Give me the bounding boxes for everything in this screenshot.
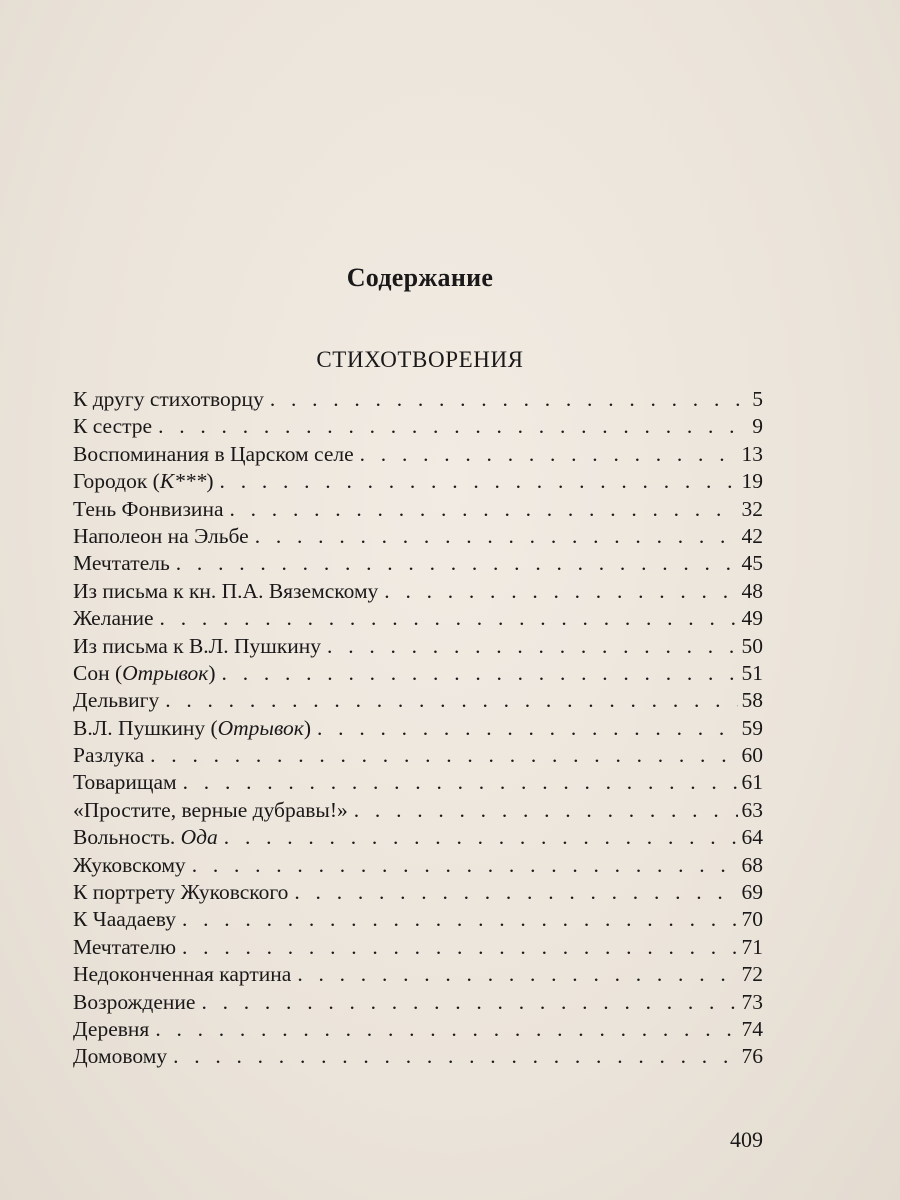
toc-entry [73,989,763,1016]
toc-entry-page: 76 [741,1044,763,1069]
toc-entry [73,934,763,961]
toc-entry-title: Городок (К***) [73,469,214,494]
toc-entry [73,852,763,879]
toc-entry [73,413,763,440]
toc-dot-leader [384,578,737,605]
toc-entry-page: 74 [741,1016,763,1041]
toc-dot-leader [165,687,737,714]
toc-entry [73,742,763,769]
toc-entry-title: Вольность. Ода [73,825,218,850]
toc-entry [73,633,763,660]
toc-entry-title: Наполеон на Эльбе [73,523,249,548]
toc-entry [73,605,763,632]
toc-entry-page: 9 [752,414,763,439]
toc-entry-title: Мечтателю [73,934,177,959]
toc-entry-page: 19 [741,469,763,494]
toc-entry-page: 69 [741,880,763,905]
page-number: 409 [730,1127,763,1152]
toc-entry [73,715,763,742]
toc-entry [73,687,763,714]
toc-dot-leader [176,550,738,577]
toc-entry [73,906,763,933]
toc-entry-page: 68 [741,852,763,877]
toc-entry [73,496,763,523]
toc-dot-leader [160,605,738,632]
toc-entry-title: Разлука [73,743,145,768]
toc-dot-leader [201,989,737,1016]
toc-dot-leader [224,824,738,851]
toc-entry-title: Недоконченная картина [73,962,292,987]
toc-entry [73,1016,763,1043]
toc-entry-title: К другу стихотворцу [73,387,264,411]
toc-entry-page: 71 [741,934,763,959]
toc-entry-page: 51 [741,660,763,685]
toc-entry [73,824,763,851]
toc-entry-title: К портрету Жуковского [73,880,289,905]
toc-dot-leader [317,715,737,742]
toc-entry-title: Из письма к кн. П.А. Вяземскому [73,578,379,603]
toc-entry [73,797,763,824]
toc-entry [73,660,763,687]
toc-entry-title: Товарищам [73,770,177,795]
toc-entry-title: Воспоминания в Царском селе [73,441,354,466]
toc-dot-leader [255,523,738,550]
toc-dot-leader [220,468,738,495]
toc-entry-page: 48 [741,578,763,603]
toc-entry-title: Тень Фонвизина [73,496,224,521]
toc-entry [73,523,763,550]
toc-entry-page: 73 [741,989,763,1014]
toc-entry-title: Дельвигу [73,688,160,713]
toc-entry-title: Домовому [73,1044,168,1069]
toc-entry-page: 13 [741,441,763,466]
toc-entry-page: 50 [741,633,763,658]
table-of-contents [73,386,763,1071]
toc-dot-leader [297,961,737,988]
toc-entry-page: 45 [741,551,763,576]
toc-dot-leader [192,852,738,879]
toc-entry-title: Деревня [73,1016,150,1041]
page-title: Содержание [346,263,494,292]
toc-entry [73,1043,763,1070]
toc-entry [73,578,763,605]
toc-entry [73,961,763,988]
toc-entry-title: К Чаадаеву [73,907,176,932]
toc-entry-page: 72 [741,962,763,987]
toc-entry [73,879,763,906]
toc-entry-title: Мечтатель [73,551,170,576]
toc-entry-page: 5 [752,387,763,411]
toc-entry-title: К сестре [73,414,153,439]
toc-entry-page: 64 [741,825,763,850]
toc-entry-title: Возрождение [73,989,196,1014]
toc-entry-page: 63 [741,797,763,822]
toc-dot-leader [354,797,738,824]
toc-dot-leader [182,906,738,933]
toc-entry-title: «Простите, верные дубравы!» [73,797,348,822]
toc-entry-page: 49 [741,606,763,631]
toc-entry [73,550,763,577]
toc-entry-title: Сон (Отрывок) [73,660,216,685]
toc-entry-page: 70 [741,907,763,932]
toc-dot-leader [294,879,737,906]
toc-entry [73,769,763,796]
toc-dot-leader [150,742,737,769]
toc-entry-page: 60 [741,743,763,768]
toc-entry [73,468,763,495]
toc-entry-page: 42 [741,523,763,548]
toc-dot-leader [173,1043,737,1070]
toc-entry-page: 59 [741,715,763,740]
toc-dot-leader [182,934,737,961]
toc-entry [73,386,763,413]
section-title: СТИХОТВОРЕНИЯ [316,347,524,372]
toc-dot-leader [183,769,738,796]
toc-dot-leader [360,441,738,468]
toc-dot-leader [158,413,748,440]
toc-dot-leader [270,386,748,413]
toc-entry [73,441,763,468]
toc-entry-title: В.Л. Пушкину (Отрывок) [73,715,312,740]
toc-dot-leader [327,633,737,660]
toc-entry-title: Из письма к В.Л. Пушкину [73,633,322,658]
toc-entry-page: 61 [741,770,763,795]
toc-entry-page: 32 [741,496,763,521]
toc-entry-page: 58 [741,688,763,713]
toc-dot-leader [222,660,738,687]
toc-dot-leader [155,1016,737,1043]
toc-dot-leader [230,496,738,523]
toc-entry-title: Жуковскому [73,852,186,877]
toc-entry-title: Желание [73,606,154,631]
